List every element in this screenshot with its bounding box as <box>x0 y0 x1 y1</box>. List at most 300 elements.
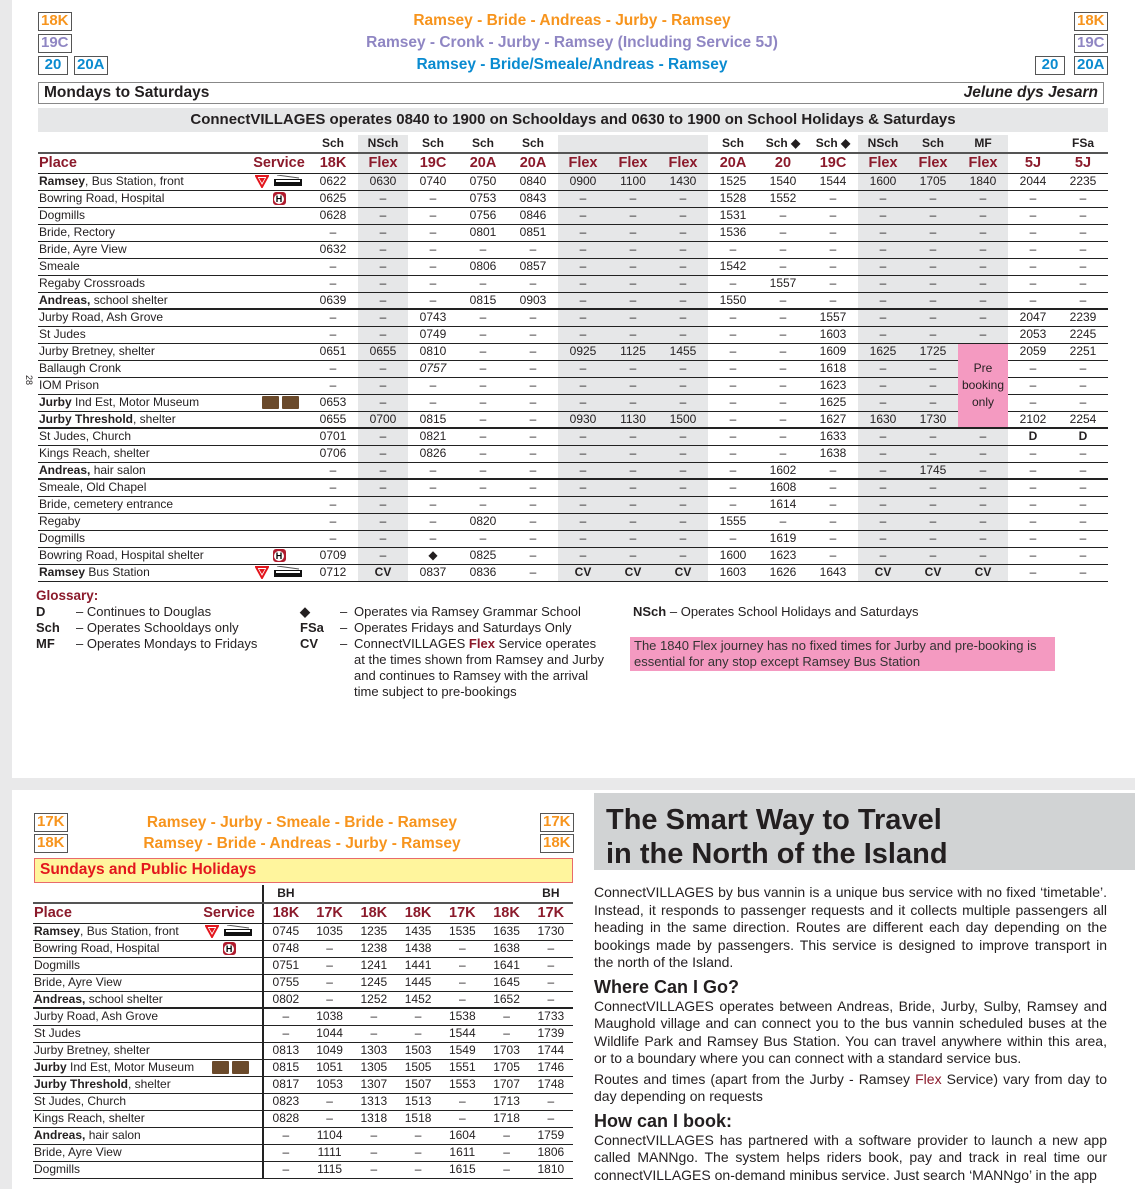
service-number: Flex <box>558 153 608 173</box>
hospital-icon: H <box>223 942 236 955</box>
departure-time: – <box>1058 564 1108 581</box>
departure-time: 2053 <box>1008 326 1058 343</box>
departure-time: – <box>608 530 658 547</box>
departure-time: 1745 <box>908 462 958 479</box>
departure-time: – <box>608 513 658 530</box>
departure-time: – <box>1008 462 1058 479</box>
service-number: 5J <box>1008 153 1058 173</box>
departure-time: CV <box>858 564 908 581</box>
departure-time: – <box>352 1127 396 1144</box>
route-badge-20a-right: 20A <box>1074 56 1108 75</box>
service-icons <box>196 1144 263 1161</box>
departure-time: 0815 <box>408 411 458 428</box>
departure-time: – <box>458 360 508 377</box>
departure-time: 1603 <box>808 326 858 343</box>
stop-name: Kings Reach, shelter <box>38 445 250 462</box>
departure-time: – <box>396 1127 440 1144</box>
departure-time: – <box>1008 258 1058 275</box>
service-icons <box>196 1042 263 1059</box>
journey-code: Sch ◆ <box>758 135 808 153</box>
departure-time: 0622 <box>308 173 358 190</box>
departure-time: 1733 <box>529 1008 573 1025</box>
departure-time: 1744 <box>529 1042 573 1059</box>
departure-time: – <box>608 428 658 445</box>
departure-time: – <box>308 496 358 513</box>
service-icons <box>250 411 308 428</box>
departure-time: – <box>908 428 958 445</box>
departure-time: – <box>658 428 708 445</box>
departure-time: CV <box>558 564 608 581</box>
departure-time: – <box>529 1093 573 1110</box>
service-icons <box>250 173 308 190</box>
departure-time: – <box>1058 547 1108 564</box>
departure-time: – <box>908 496 958 513</box>
service-number: Flex <box>858 153 908 173</box>
departure-time: – <box>658 462 708 479</box>
departure-time: – <box>858 309 908 326</box>
departure-time: – <box>358 513 408 530</box>
departure-time: – <box>808 513 858 530</box>
departure-time: – <box>508 564 558 581</box>
departure-time: – <box>307 1110 351 1127</box>
departure-time: – <box>558 496 608 513</box>
departure-time: – <box>1008 207 1058 224</box>
departure-time: 1544 <box>440 1025 484 1042</box>
departure-time: – <box>708 530 758 547</box>
departure-time: 1552 <box>758 190 808 207</box>
departure-time: – <box>352 1144 396 1161</box>
departure-time: – <box>958 258 1008 275</box>
departure-time: – <box>858 530 908 547</box>
stop-name: St Judes <box>38 326 250 343</box>
departure-time: – <box>808 530 858 547</box>
departure-time: – <box>408 275 458 292</box>
departure-time: – <box>858 258 908 275</box>
departure-time: – <box>808 241 858 258</box>
departure-time: CV <box>658 564 708 581</box>
journey-code: NSch <box>858 135 908 153</box>
service-icons <box>196 1059 263 1076</box>
departure-time: 1730 <box>529 923 573 940</box>
departure-time: 0817 <box>263 1076 307 1093</box>
departure-time: – <box>307 974 351 991</box>
departure-time: 1619 <box>758 530 808 547</box>
departure-time: – <box>908 292 958 309</box>
departure-time: – <box>558 547 608 564</box>
stop-name: Smeale <box>38 258 250 275</box>
route-badge-20-right: 20 <box>1035 56 1065 75</box>
departure-time: – <box>358 258 408 275</box>
departure-time: 0825 <box>458 547 508 564</box>
journey-code <box>658 135 708 153</box>
table-row <box>33 923 573 940</box>
departure-time: – <box>958 326 1008 343</box>
table-row <box>33 1025 573 1042</box>
departure-time: – <box>608 224 658 241</box>
departure-time: 1430 <box>658 173 708 190</box>
departure-time: – <box>1058 292 1108 309</box>
departure-time: 1553 <box>440 1076 484 1093</box>
departure-time: – <box>858 496 908 513</box>
stop-name: Jurby Threshold, shelter <box>38 411 250 428</box>
departure-time: 0840 <box>508 173 558 190</box>
departure-time: 0815 <box>263 1059 307 1076</box>
departure-time: – <box>558 394 608 411</box>
service-icons <box>250 224 308 241</box>
table-row <box>33 991 573 1008</box>
departure-time: 1536 <box>708 224 758 241</box>
departure-time: – <box>908 547 958 564</box>
departure-time: CV <box>358 564 408 581</box>
departure-time: – <box>908 360 958 377</box>
departure-time: – <box>508 241 558 258</box>
departure-time: – <box>508 445 558 462</box>
departure-time: – <box>758 377 808 394</box>
departure-time: 1645 <box>484 974 528 991</box>
departure-time: – <box>358 190 408 207</box>
stop-name: Jurby Bretney, shelter <box>38 343 250 360</box>
journey-code: Sch <box>708 135 758 153</box>
departure-time: – <box>958 224 1008 241</box>
hospital-icon: H <box>273 549 286 562</box>
departure-time: – <box>708 309 758 326</box>
departure-time: – <box>658 207 708 224</box>
departure-time: – <box>263 1127 307 1144</box>
departure-time: – <box>458 462 508 479</box>
stop-name: Bowring Road, Hospital shelter <box>38 547 250 564</box>
table-row <box>38 258 1108 275</box>
departure-time: – <box>484 1127 528 1144</box>
departure-time: 0813 <box>263 1042 307 1059</box>
departure-time: 0653 <box>308 394 358 411</box>
journey-code: Sch <box>458 135 508 153</box>
departure-time: – <box>608 496 658 513</box>
departure-time: – <box>1008 224 1058 241</box>
departure-time: ◆ <box>408 547 458 564</box>
departure-time: – <box>958 428 1008 445</box>
departure-time: – <box>358 309 408 326</box>
departure-time: – <box>508 377 558 394</box>
journey-code <box>608 135 658 153</box>
departure-time: 0802 <box>263 991 307 1008</box>
service-number: 20A <box>458 153 508 173</box>
departure-time: – <box>908 394 958 411</box>
departure-time: – <box>808 496 858 513</box>
service-number: 17K <box>440 903 484 923</box>
journey-code <box>1008 135 1058 153</box>
departure-time: 1125 <box>608 343 658 360</box>
departure-time: – <box>708 241 758 258</box>
article-body <box>594 884 1107 1184</box>
departure-time: – <box>307 1093 351 1110</box>
departure-time: 0801 <box>458 224 508 241</box>
departure-time: 1518 <box>396 1110 440 1127</box>
departure-time: – <box>858 394 908 411</box>
departure-time: – <box>358 479 408 496</box>
departure-time: – <box>758 445 808 462</box>
departure-time: – <box>658 496 708 513</box>
departure-time: – <box>558 360 608 377</box>
stop-name: Andreas, hair salon <box>38 462 250 479</box>
heading-where: Where Can I Go? <box>594 976 740 997</box>
departure-time: – <box>958 275 1008 292</box>
departure-time: – <box>858 241 908 258</box>
departure-time: – <box>396 1025 440 1042</box>
departure-time: – <box>1058 513 1108 530</box>
departure-time: – <box>758 411 808 428</box>
departure-time: 0851 <box>508 224 558 241</box>
departure-time: 1528 <box>708 190 758 207</box>
departure-time: – <box>1008 292 1058 309</box>
departure-time: – <box>458 394 508 411</box>
departure-time: – <box>758 224 808 241</box>
glossary-item: Sch – Operates Schooldays only <box>36 620 239 635</box>
departure-time: 1549 <box>440 1042 484 1059</box>
departure-time: – <box>1058 360 1108 377</box>
departure-time: – <box>440 1110 484 1127</box>
departure-time: 0821 <box>408 428 458 445</box>
table-row <box>38 479 1108 496</box>
table-row <box>38 190 1108 207</box>
service-number: 20A <box>508 153 558 173</box>
departure-time: – <box>1008 190 1058 207</box>
departure-time: 1604 <box>440 1127 484 1144</box>
stop-name: St Judes, Church <box>33 1093 196 1110</box>
departure-time: 0826 <box>408 445 458 462</box>
service-icons <box>196 923 263 940</box>
departure-time: – <box>608 292 658 309</box>
departure-time: – <box>458 428 508 445</box>
departure-time: 1608 <box>758 479 808 496</box>
journey-code: Sch <box>908 135 958 153</box>
departure-time: – <box>658 377 708 394</box>
table-row <box>38 547 1108 564</box>
departure-time: 1730 <box>908 411 958 428</box>
header-service-row <box>38 153 1108 173</box>
departure-time: – <box>308 530 358 547</box>
departure-time: – <box>708 496 758 513</box>
departure-time: – <box>908 241 958 258</box>
route-badge-17k-right: 17K <box>540 813 574 832</box>
table-row <box>38 292 1108 309</box>
departure-time: 2254 <box>1058 411 1108 428</box>
departure-time: – <box>529 991 573 1008</box>
glossary-col1 <box>36 604 257 652</box>
service-icons <box>250 343 308 360</box>
route-badge-20a: 20A <box>74 56 108 75</box>
departure-time: – <box>758 394 808 411</box>
departure-time: – <box>708 326 758 343</box>
departure-time: – <box>458 326 508 343</box>
departure-time: – <box>508 547 558 564</box>
day-header: Sundays and Public Holidays <box>34 858 573 883</box>
departure-time: – <box>958 513 1008 530</box>
journey-code: Sch <box>308 135 358 153</box>
departure-time: – <box>408 224 458 241</box>
service-icons <box>250 479 308 496</box>
stop-name: Ramsey Bus Station <box>38 564 250 581</box>
departure-time: – <box>484 1144 528 1161</box>
departure-time: 1725 <box>908 343 958 360</box>
departure-time: – <box>558 530 608 547</box>
article-routes: Routes and times (apart from the Jurby - Ramsey Flex Service) vary from day to day depending on requests <box>594 1070 1107 1104</box>
table-row <box>38 564 1108 581</box>
departure-time: – <box>908 479 958 496</box>
departure-time: – <box>408 207 458 224</box>
departure-time: – <box>608 547 658 564</box>
table-row <box>38 377 1108 394</box>
service-number: 19C <box>808 153 858 173</box>
table-row <box>38 530 1108 547</box>
departure-time: 1542 <box>708 258 758 275</box>
service-icons <box>250 394 308 411</box>
departure-time: 0925 <box>558 343 608 360</box>
service-icons <box>196 991 263 1008</box>
table-row <box>38 411 1108 428</box>
departure-time: – <box>908 275 958 292</box>
departure-time: 1044 <box>307 1025 351 1042</box>
journey-code: Sch ◆ <box>808 135 858 153</box>
table-row <box>38 241 1108 258</box>
mer-icon <box>255 566 269 579</box>
departure-time: – <box>408 241 458 258</box>
journey-code <box>352 885 396 903</box>
table-row <box>38 428 1108 445</box>
departure-time <box>958 343 1008 360</box>
departure-time: – <box>858 513 908 530</box>
departure-time: – <box>458 343 508 360</box>
departure-time: – <box>408 479 458 496</box>
departure-time: – <box>608 207 658 224</box>
stop-name: Bride, Ayre View <box>33 1144 196 1161</box>
departure-time: – <box>529 957 573 974</box>
departure-time: 1603 <box>708 564 758 581</box>
departure-time: – <box>408 292 458 309</box>
departure-time: – <box>608 275 658 292</box>
departure-time: – <box>958 190 1008 207</box>
departure-time <box>958 411 1008 428</box>
departure-time: 1241 <box>352 957 396 974</box>
departure-time: 1625 <box>858 343 908 360</box>
departure-time: 1652 <box>484 991 528 1008</box>
departure-time: 1713 <box>484 1093 528 1110</box>
journey-code: Sch <box>508 135 558 153</box>
day-header <box>38 82 1104 104</box>
service-icons <box>250 190 308 207</box>
departure-time: – <box>558 224 608 241</box>
departure-time: 1111 <box>307 1144 351 1161</box>
departure-time: – <box>608 241 658 258</box>
departure-time: – <box>1008 360 1058 377</box>
departure-time: – <box>558 190 608 207</box>
departure-time: 1104 <box>307 1127 351 1144</box>
departure-time: 1445 <box>396 974 440 991</box>
departure-time: 0630 <box>358 173 408 190</box>
departure-time: 0651 <box>308 343 358 360</box>
departure-time: – <box>758 258 808 275</box>
departure-time: – <box>352 1161 396 1178</box>
table-row <box>33 1042 573 1059</box>
service-number: 18K <box>263 903 307 923</box>
departure-time: – <box>658 530 708 547</box>
table-row <box>33 1161 573 1178</box>
departure-time: – <box>1058 275 1108 292</box>
stop-name: Dogmills <box>38 530 250 547</box>
departure-time: 1748 <box>529 1076 573 1093</box>
departure-time: – <box>958 530 1008 547</box>
departure-time: – <box>658 326 708 343</box>
departure-time: 1049 <box>307 1042 351 1059</box>
departure-time: – <box>358 275 408 292</box>
departure-time: 0625 <box>308 190 358 207</box>
journey-code: BH <box>263 885 307 903</box>
departure-time: – <box>658 258 708 275</box>
departure-time: 1053 <box>307 1076 351 1093</box>
departure-time: – <box>1008 513 1058 530</box>
departure-time: Pre <box>958 360 1008 377</box>
stop-name: Jurby Road, Ash Grove <box>38 309 250 326</box>
departure-time: 1051 <box>307 1059 351 1076</box>
departure-time: – <box>263 1025 307 1042</box>
service-number: Flex <box>958 153 1008 173</box>
departure-time: – <box>858 547 908 564</box>
service-number: Flex <box>908 153 958 173</box>
departure-time: – <box>708 428 758 445</box>
departure-time: – <box>1008 496 1058 513</box>
service-number: 18K <box>396 903 440 923</box>
departure-time: – <box>458 530 508 547</box>
departure-time: 0810 <box>408 343 458 360</box>
departure-time: – <box>708 275 758 292</box>
departure-time: 1035 <box>307 923 351 940</box>
departure-time: – <box>608 258 658 275</box>
departure-time: – <box>1008 445 1058 462</box>
stop-name: Andreas, school shelter <box>33 991 196 1008</box>
departure-time: 1538 <box>440 1008 484 1025</box>
stop-name: Andreas, school shelter <box>38 292 250 309</box>
table-row <box>33 1127 573 1144</box>
departure-time: 2102 <box>1008 411 1058 428</box>
departure-time: 0632 <box>308 241 358 258</box>
departure-time: 1303 <box>352 1042 396 1059</box>
departure-time: – <box>1008 241 1058 258</box>
departure-time: – <box>608 360 658 377</box>
article-title: The Smart Way to Travel in the North of the Island <box>594 793 1135 870</box>
table-row <box>33 1110 573 1127</box>
stop-name: St Judes, Church <box>38 428 250 445</box>
stop-name: Dogmills <box>38 207 250 224</box>
service-icons <box>250 275 308 292</box>
table-row <box>38 173 1108 190</box>
departure-time: 0756 <box>458 207 508 224</box>
journey-code <box>307 885 351 903</box>
departure-time: – <box>508 428 558 445</box>
departure-time: – <box>308 258 358 275</box>
service-header: Service <box>250 153 308 173</box>
departure-time: 2239 <box>1058 309 1108 326</box>
departure-time: – <box>307 957 351 974</box>
departure-time: – <box>558 445 608 462</box>
departure-time: – <box>1008 394 1058 411</box>
departure-time: – <box>758 241 808 258</box>
departure-time: 1505 <box>396 1059 440 1076</box>
departure-time: – <box>808 190 858 207</box>
departure-time: 1638 <box>808 445 858 462</box>
departure-time: 1602 <box>758 462 808 479</box>
departure-time: – <box>608 445 658 462</box>
departure-time: 1643 <box>808 564 858 581</box>
departure-time: – <box>508 530 558 547</box>
